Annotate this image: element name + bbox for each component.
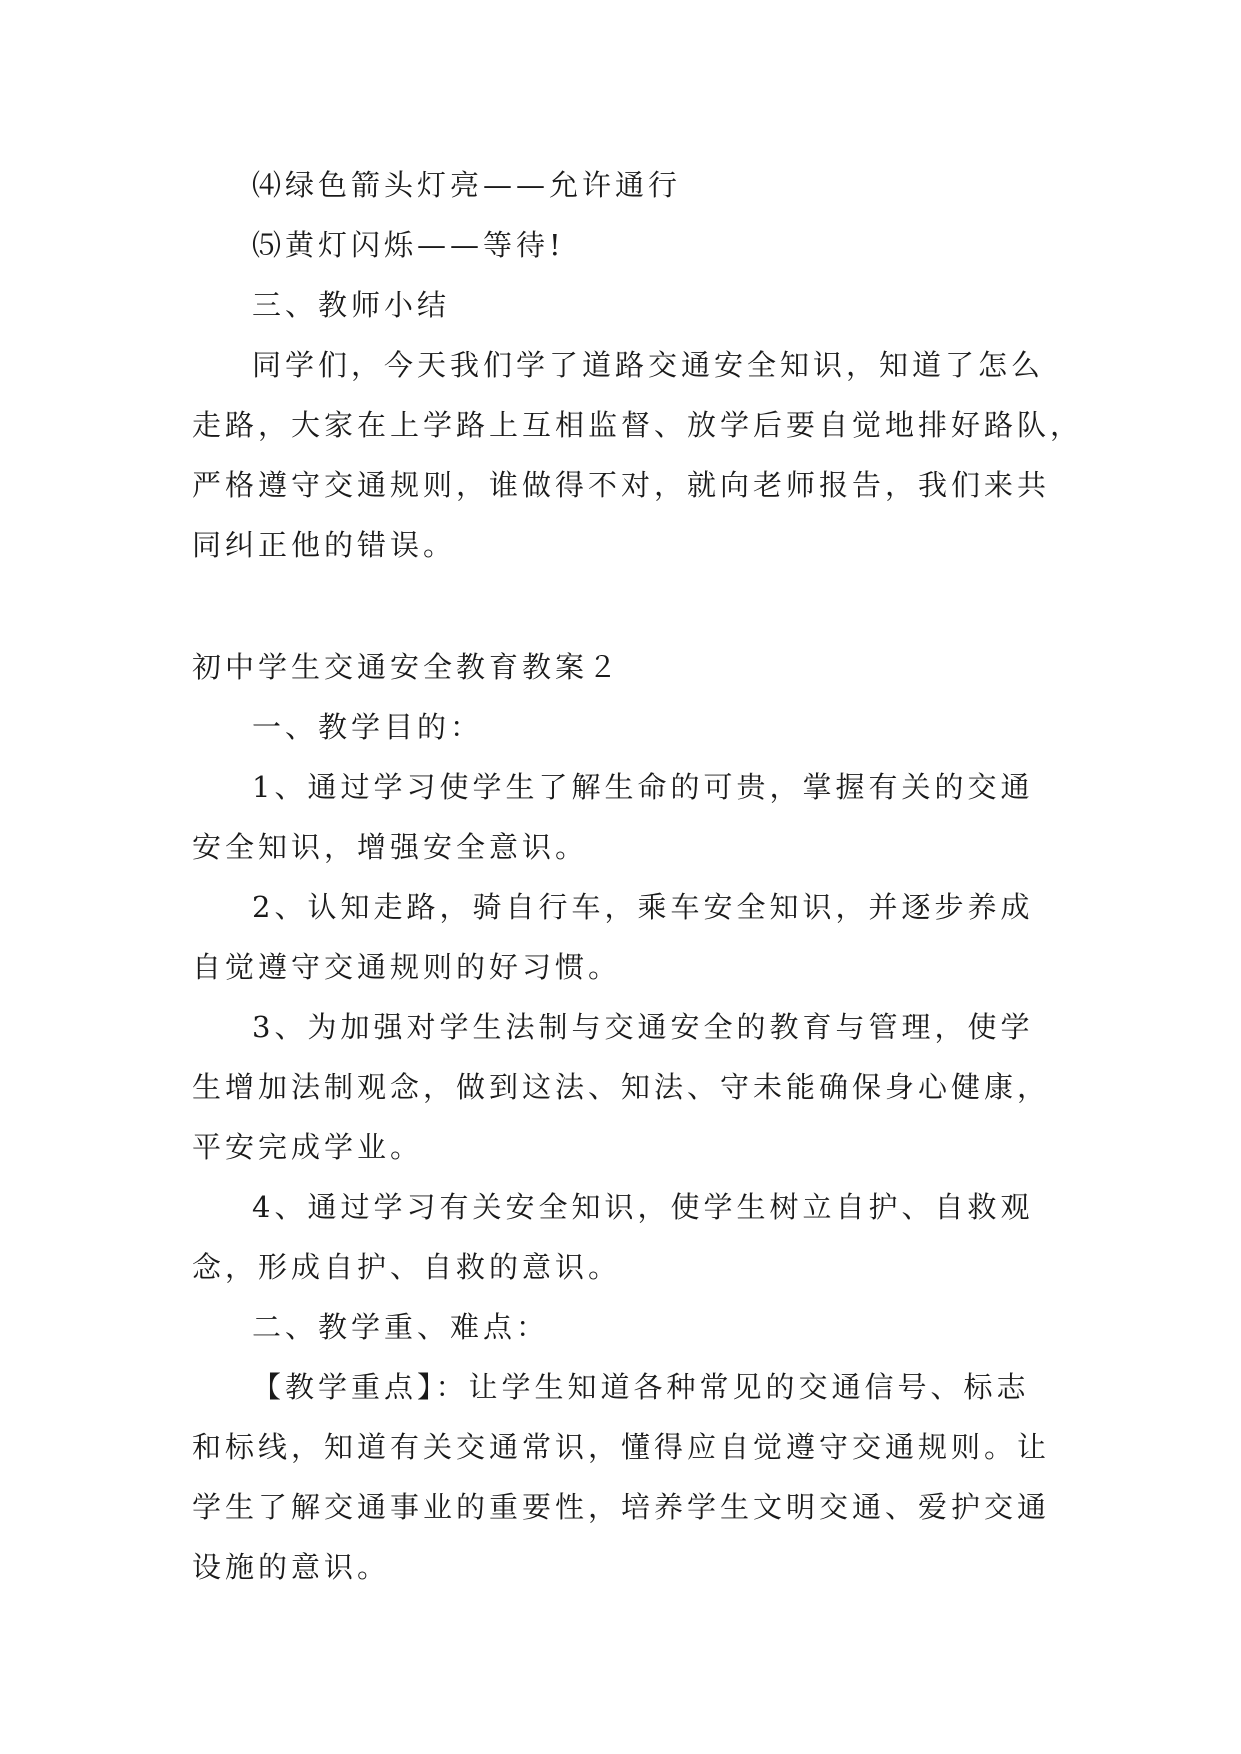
paragraph-line: 走路，大家在上学路上互相监督、放学后要自觉地排好路队，: [192, 408, 1084, 442]
paragraph-line: 1、通过学习使学生了解生命的可贵，掌握有关的交通: [252, 770, 1034, 804]
paragraph-line: ⑷绿色箭头灯亮——允许通行: [252, 168, 682, 202]
paragraph-line: 生增加法制观念，做到这法、知法、守未能确保身心健康，: [192, 1070, 1051, 1104]
section-heading: 二、教学重、难点：: [252, 1310, 550, 1344]
paragraph-line: 同纠正他的错误。: [192, 528, 457, 562]
document-title: 初中学生交通安全教育教案２: [192, 650, 622, 684]
paragraph-line: 念，形成自护、自救的意识。: [192, 1250, 622, 1284]
paragraph-line: 设施的意识。: [192, 1550, 391, 1584]
section-spacer: [192, 575, 1062, 637]
section-heading: 一、教学目的：: [252, 710, 484, 744]
paragraph-line: ⑸黄灯闪烁——等待!: [252, 228, 565, 262]
paragraph-line: 同学们，今天我们学了道路交通安全知识，知道了怎么: [252, 348, 1045, 382]
paragraph-line: 和标线，知道有关交通常识，懂得应自觉遵守交通规则。让: [192, 1430, 1051, 1464]
paragraph-line: 学生了解交通事业的重要性，培养学生文明交通、爱护交通: [192, 1490, 1051, 1524]
paragraph-line: 4、通过学习有关安全知识，使学生树立自护、自救观: [252, 1190, 1034, 1224]
paragraph-line: 自觉遵守交通规则的好习惯。: [192, 950, 622, 984]
document-page: [192, 155, 1084, 1597]
section-heading: 三、教师小结: [252, 288, 451, 322]
paragraph-line: 2、认知走路，骑自行车，乘车安全知识，并逐步养成: [252, 890, 1034, 924]
paragraph-line: 严格遵守交通规则，谁做得不对，就向老师报告，我们来共: [192, 468, 1051, 502]
paragraph-line: 平安完成学业。: [192, 1130, 424, 1164]
paragraph-line: 安全知识，增强安全意识。: [192, 830, 589, 864]
paragraph-line: 【教学重点】：让学生知道各种常见的交通信号、标志: [252, 1370, 1030, 1404]
paragraph-line: 3、为加强对学生法制与交通安全的教育与管理，使学: [252, 1010, 1034, 1044]
